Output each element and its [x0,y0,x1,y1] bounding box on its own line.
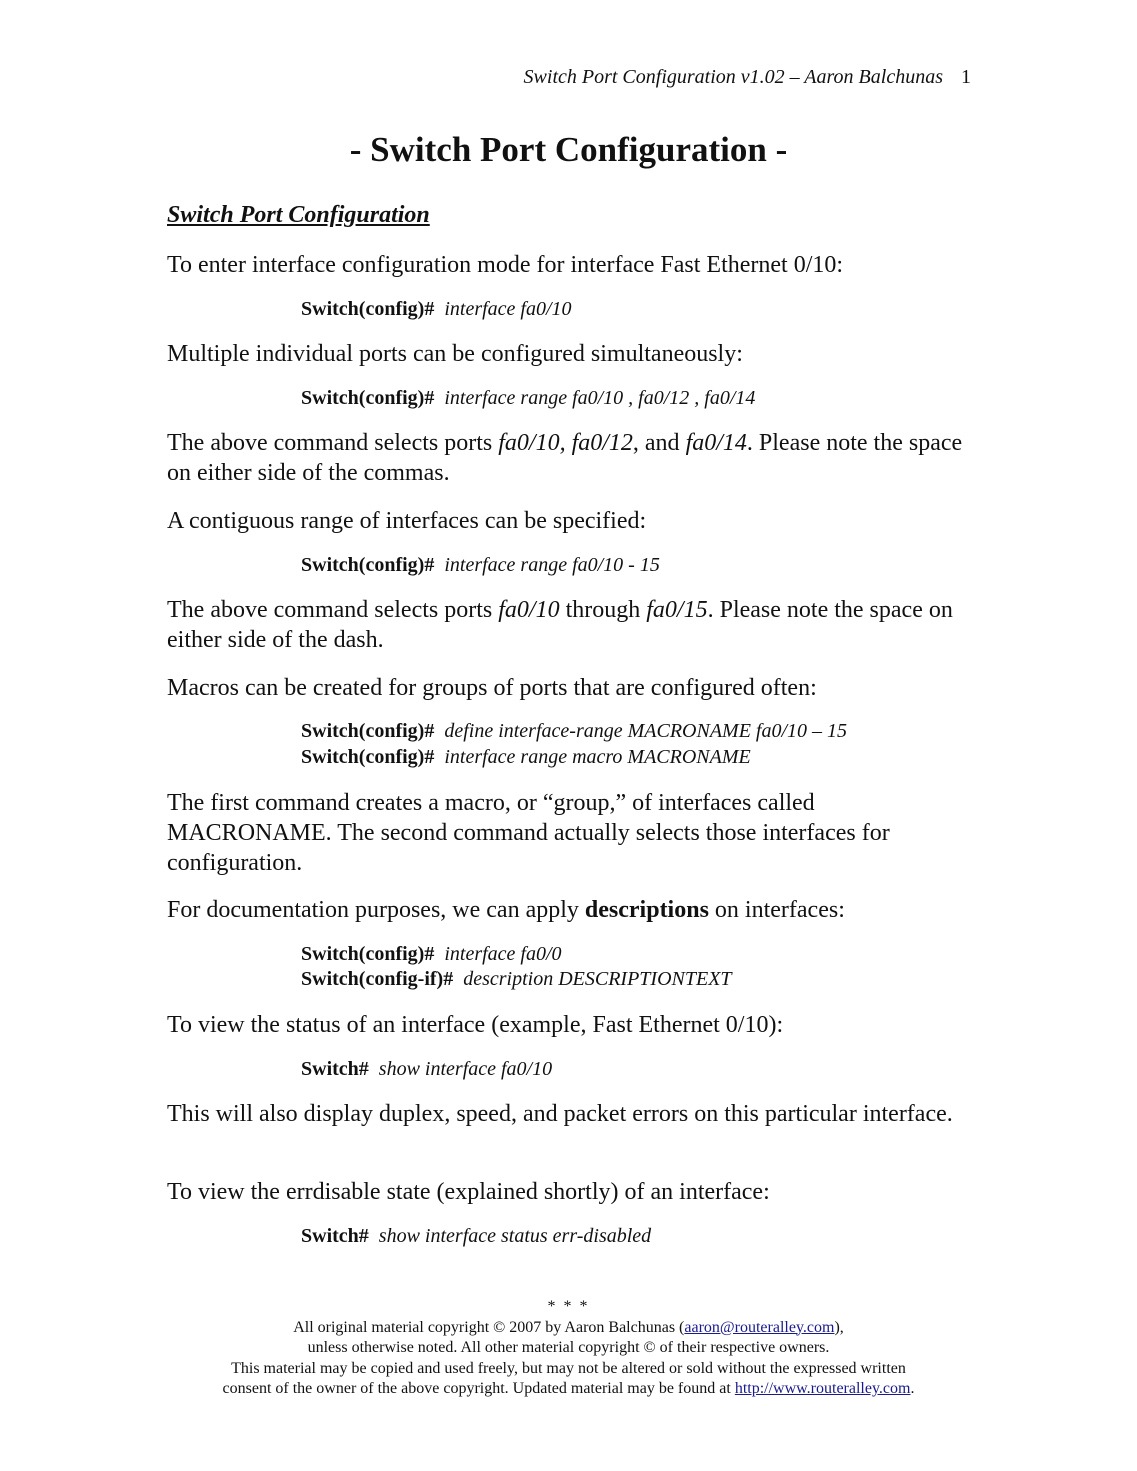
footer-separator: * * * [547,1298,590,1315]
command-text: show interface fa0/10 [378,1058,553,1080]
paragraph-descriptions [167,895,977,925]
command-line [301,553,660,578]
text-run: . [910,1380,915,1397]
command-prompt: Switch(config-if)# [301,968,454,990]
paragraph-contiguous-range: A contiguous range of interfaces can be specified: [167,508,647,534]
email-link[interactable]: aaron@routeralley.com [684,1318,835,1336]
copyright-footer [0,1297,1137,1400]
footer-line: This material may be copied and used freely, but may not be altered or sold without the expressed written [231,1359,906,1377]
emphasis-term: descriptions [584,897,709,923]
command-prompt: Switch# [301,1225,369,1247]
text-run: . Please note the space on either side of the commas. [167,430,963,486]
command-line [301,719,847,744]
command-prompt: Switch(config)# [301,387,435,409]
text-run: on interfaces: [708,897,845,923]
running-header [524,66,971,89]
command-text: interface fa0/0 [444,943,562,965]
command-prompt: Switch(config)# [301,720,435,742]
port-reference: fa0/10, fa0/12 [498,430,633,456]
command-line [301,942,562,967]
paragraph-selects-ports-dash [167,595,977,655]
command-text: show interface status err-disabled [378,1225,652,1247]
command-text: interface range fa0/10 , fa0/12 , fa0/14 [444,387,756,409]
paragraph-enter-interface: To enter interface configuration mode for interface Fast Ethernet 0/10: [167,252,844,278]
paragraph-duplex-speed: This will also display duplex, speed, and packet errors on this particular interface. [167,1101,953,1127]
command-line [301,745,751,770]
footer-line: unless otherwise noted. All other material copyright © of their respective owners. [307,1339,830,1356]
command-text: interface range fa0/10 - 15 [444,554,660,576]
text-run: through [559,597,647,623]
paragraph-macro-explanation: The first command creates a macro, or “group,” of interfaces called MACRONAME. The second command actually selects those interfaces for configuration. [167,790,890,876]
command-prompt: Switch(config)# [301,298,435,320]
text-run: The above command selects ports [167,597,499,623]
command-line [301,297,572,322]
text-run: The above command selects ports [167,430,499,456]
command-text: interface range macro MACRONAME [444,746,751,768]
command-text: define interface-range MACRONAME fa0/10 – 15 [444,720,848,742]
command-prompt: Switch(config)# [301,943,435,965]
paragraph-multiple-ports: Multiple individual ports can be configured simultaneously: [167,341,743,367]
text-run: ), [834,1318,844,1336]
page-number: 1 [961,66,971,88]
running-title: Switch Port Configuration v1.02 – Aaron Balchunas [523,66,943,88]
section-heading: Switch Port Configuration [167,202,430,228]
command-line [301,1224,651,1249]
port-reference: fa0/14 [685,430,747,456]
text-run: . Please note the space on either side of the dash. [167,597,953,653]
command-line [301,386,755,411]
port-reference: fa0/15 [646,597,708,623]
port-reference: fa0/10 [498,597,560,623]
footer-line [0,1318,1137,1339]
paragraph-selects-ports-commas [167,428,977,488]
page-title: - Switch Port Configuration - [349,130,788,169]
paragraph-macros: Macros can be created for groups of ports that are configured often: [167,675,817,701]
text-run: consent of the owner of the above copyright. Updated material may be found at [222,1380,735,1397]
footer-line [0,1379,1137,1400]
website-link[interactable]: http://www.routeralley.com [734,1380,911,1397]
paragraph-view-status: To view the status of an interface (example, Fast Ethernet 0/10): [167,1012,784,1038]
text-run: All original material copyright © 2007 by Aaron Balchunas ( [293,1318,685,1336]
text-run: For documentation purposes, we can apply [167,897,585,923]
text-run: , and [632,430,686,456]
command-prompt: Switch(config)# [301,746,435,768]
paragraph-errdisable: To view the errdisable state (explained shortly) of an interface: [167,1179,770,1205]
command-line [301,967,732,992]
command-prompt: Switch# [301,1058,369,1080]
command-text: interface fa0/10 [444,298,572,320]
command-text: description DESCRIPTIONTEXT [463,968,732,990]
command-line [301,1057,552,1082]
command-prompt: Switch(config)# [301,554,435,576]
